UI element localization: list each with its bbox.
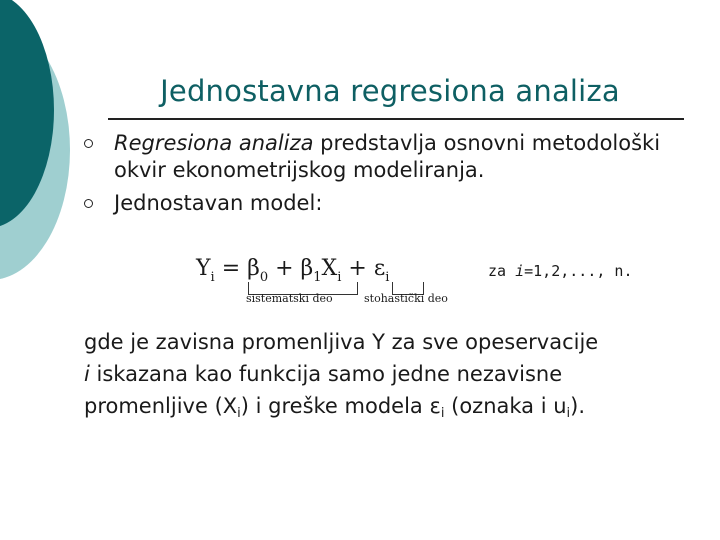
label-stochastic: stohastički deo [364, 292, 448, 305]
paragraph-line: promenljive (Xi) i greške modela εi (oznaka i ui). [84, 394, 586, 421]
title-underline [108, 118, 684, 120]
bullet-emphasis: Regresiona analiza [114, 131, 314, 155]
paragraph-line: i iskazana kao funkcija samo jedne nezavisne [84, 362, 563, 386]
bullet-list [84, 130, 684, 223]
label-systematic: sistematski deo [246, 292, 333, 305]
bullet-text: predstavlja osnovni metodološki okvir ekonometrijskog modeliranja. [114, 131, 661, 182]
bullet-circle-icon [84, 139, 93, 148]
bullet-item [84, 190, 684, 217]
index-range: za i=1,2,..., n. [488, 262, 633, 280]
paragraph-line: gde je zavisna promenljiva Y za sve opeservacije [84, 330, 599, 354]
slide-title: Jednostavna regresiona analiza [160, 74, 620, 108]
bullet-circle-icon [84, 199, 93, 208]
bullet-item [84, 130, 684, 184]
formula-equation: $Y_i = \beta_0 + \beta_1X_i + \varepsilon_i$ [196, 256, 390, 285]
bullet-text: Jednostavan model: [114, 191, 323, 215]
regression-formula [196, 256, 636, 316]
explanation-paragraph [84, 326, 694, 430]
